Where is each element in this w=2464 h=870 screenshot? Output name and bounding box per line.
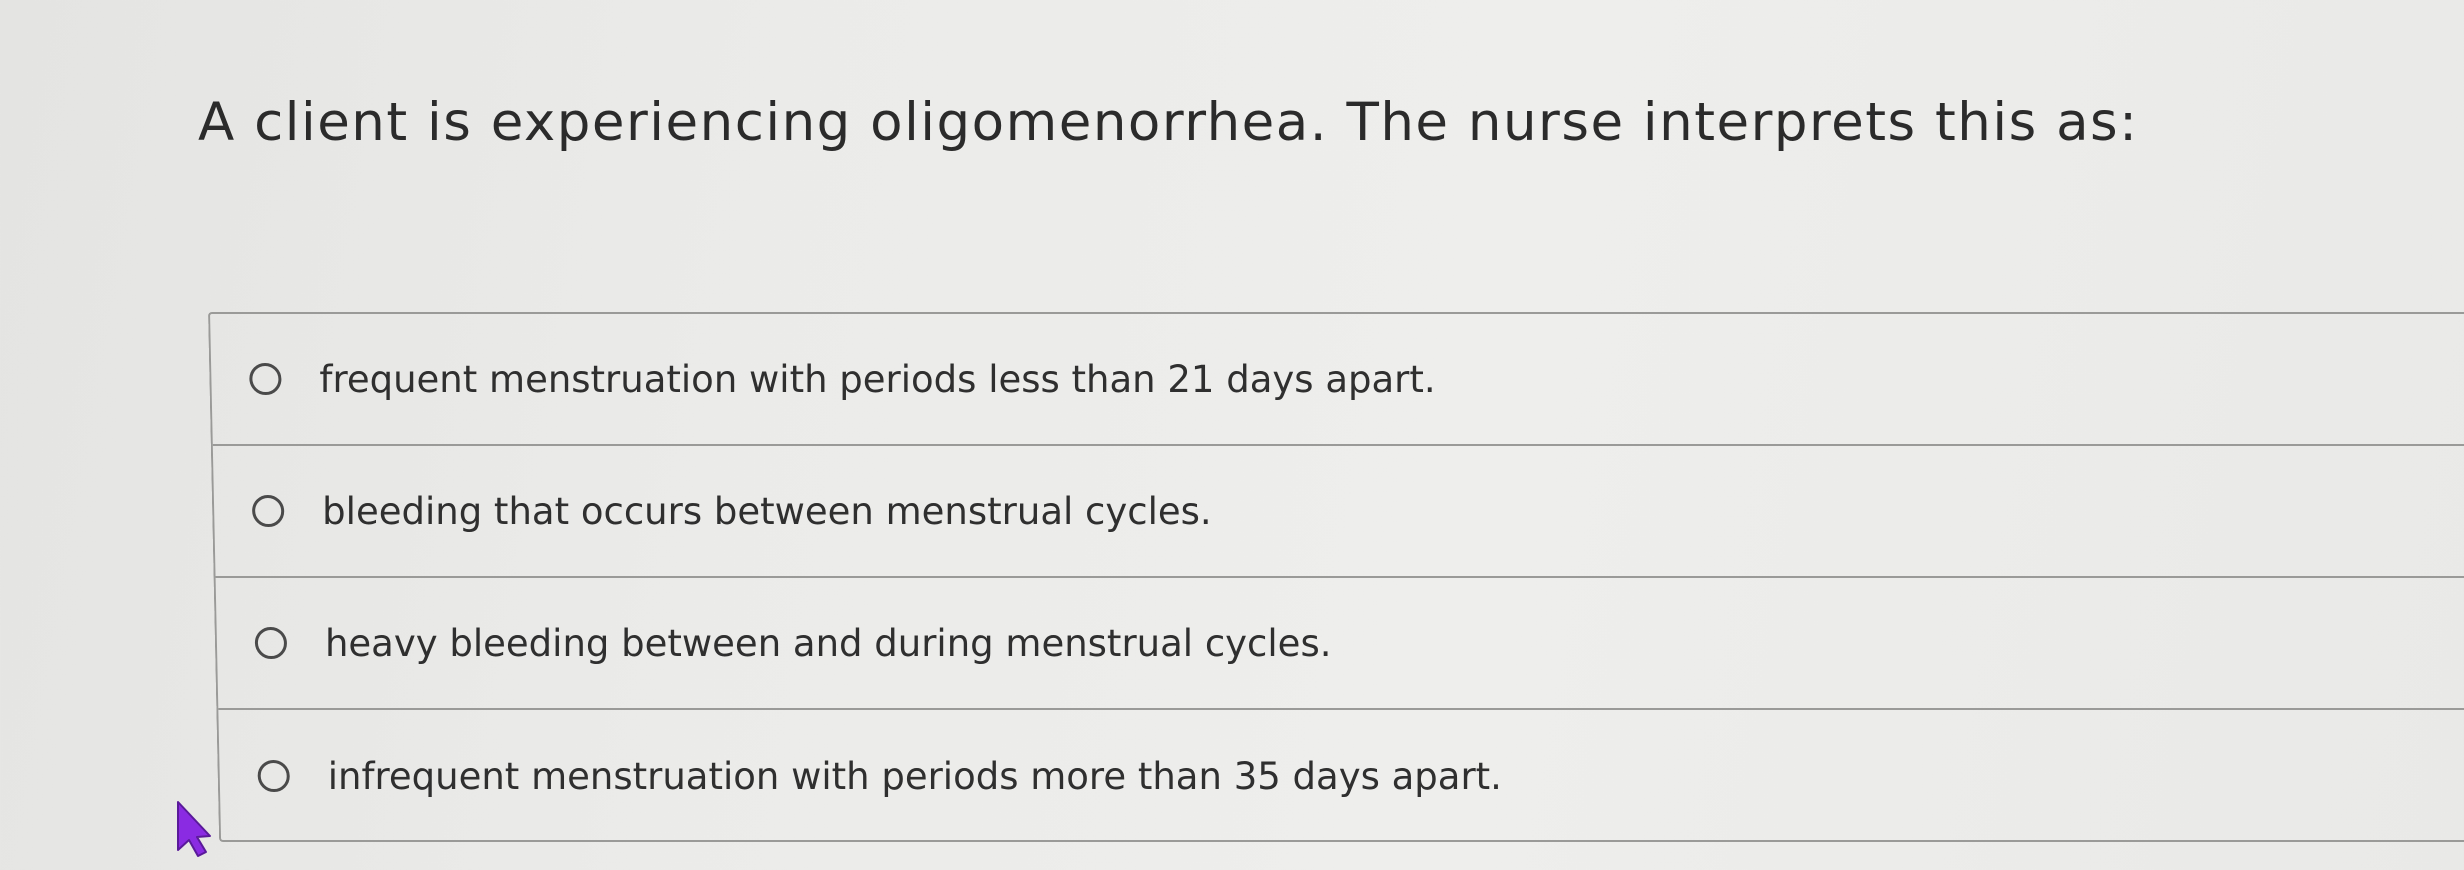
answer-option-label: bleeding that occurs between menstrual cycles. [322, 489, 1212, 533]
answer-option-label: frequent menstruation with periods less than 21 days apart. [319, 357, 1436, 401]
radio-button-1[interactable] [249, 363, 282, 395]
answer-option-2[interactable] [213, 446, 2464, 578]
answer-option-3[interactable] [216, 578, 2464, 710]
question-text: A client is experiencing oligomenorrhea. The nurse interprets this as: [198, 92, 2139, 153]
answer-options [208, 312, 2464, 842]
mouse-pointer-icon [176, 800, 212, 858]
radio-button-2[interactable] [252, 495, 285, 527]
answer-option-1[interactable] [210, 314, 2464, 446]
radio-button-3[interactable] [255, 627, 288, 659]
answer-option-4[interactable] [218, 710, 2464, 842]
radio-button-4[interactable] [257, 760, 290, 792]
answer-option-label: heavy bleeding between and during menstrual cycles. [324, 621, 1332, 665]
answer-option-label: infrequent menstruation with periods more than 35 days apart. [327, 754, 1502, 798]
